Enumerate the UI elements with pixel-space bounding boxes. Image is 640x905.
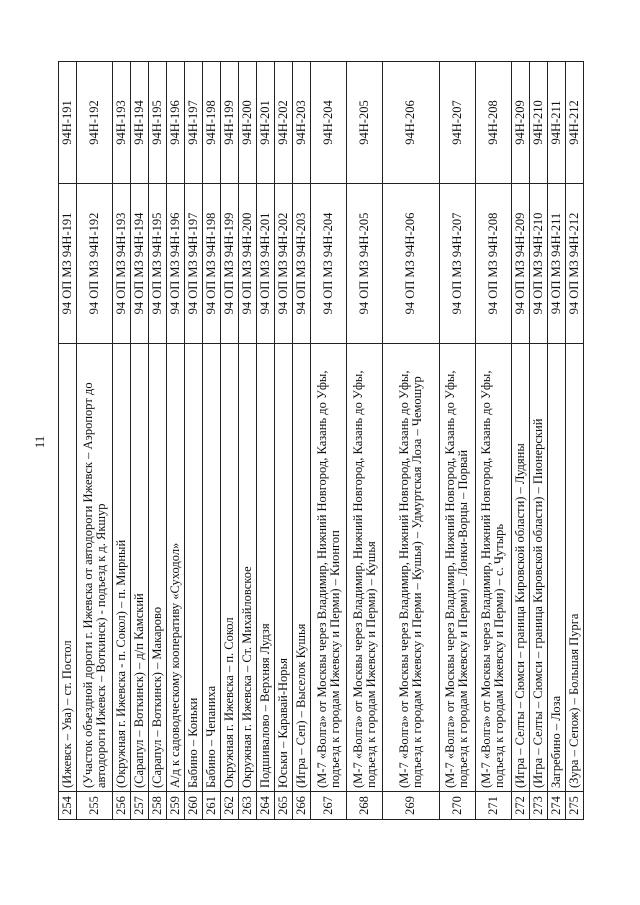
table-row — [565, 62, 583, 820]
table-row — [221, 62, 239, 820]
row-number-cell: 265 — [275, 792, 293, 820]
road-id-cell: 94 ОП МЗ 94Н-196 — [167, 184, 185, 344]
road-id-cell: 94 ОП МЗ 94Н-200 — [239, 184, 257, 344]
road-id-cell: 94 ОП МЗ 94Н-192 — [77, 184, 113, 344]
road-id-cell: 94 ОП МЗ 94Н-201 — [257, 184, 275, 344]
road-name-cell: (М-7 «Волга» от Москвы через Владимир, Нижний Новгород, Казань до Уфы, подъезд к городам Ижевску и Перми) – Лонки-Ворцы – Порвай — [439, 344, 475, 792]
road-name-cell: (Игра – Сеп) – Выселок Кушья — [293, 344, 311, 792]
row-number-cell: 275 — [565, 792, 583, 820]
row-number-cell: 268 — [347, 792, 383, 820]
table-row — [203, 62, 221, 820]
table-row — [131, 62, 149, 820]
table-row — [149, 62, 167, 820]
road-short-id-cell: 94Н-199 — [221, 62, 239, 184]
row-number-cell: 270 — [439, 792, 475, 820]
road-name-cell: Окружная г. Ижевска – п. Сокол — [221, 344, 239, 792]
road-name-cell: (Игра – Селты – Сюмси – граница Кировской области) – Пионерский — [529, 344, 547, 792]
row-number-cell: 264 — [257, 792, 275, 820]
road-name-cell: Окружная г. Ижевска – Ст. Михайловское — [239, 344, 257, 792]
road-name-cell: Бабино – Коньки — [185, 344, 203, 792]
road-short-id-cell: 94Н-200 — [239, 62, 257, 184]
road-short-id-cell: 94Н-212 — [565, 62, 583, 184]
table-row — [59, 62, 77, 820]
row-number-cell: 263 — [239, 792, 257, 820]
road-name-cell: (Окружная г. Ижевска - п. Сокол) – п. Мирный — [113, 344, 131, 792]
road-short-id-cell: 94Н-208 — [475, 62, 511, 184]
road-name-cell: (Участок объездной дороги г. Ижевска от автодороги Ижевск – Аэропорт до автодороги Ижевск – Воткинск) - подъезд к д. Якшур — [77, 344, 113, 792]
road-name-cell: (Ижевск – Ува) – ст. Постол — [59, 344, 77, 792]
table-row — [185, 62, 203, 820]
road-name-cell: Подшивалово – Верхняя Лудзя — [257, 344, 275, 792]
road-short-id-cell: 94Н-201 — [257, 62, 275, 184]
table-row — [475, 62, 511, 820]
road-id-cell: 94 ОП МЗ 94Н-209 — [511, 184, 529, 344]
road-id-cell: 94 ОП МЗ 94Н-197 — [185, 184, 203, 344]
road-short-id-cell: 94Н-197 — [185, 62, 203, 184]
road-id-cell: 94 ОП МЗ 94Н-193 — [113, 184, 131, 344]
road-short-id-cell: 94Н-209 — [511, 62, 529, 184]
row-number-cell: 256 — [113, 792, 131, 820]
road-id-cell: 94 ОП МЗ 94Н-203 — [293, 184, 311, 344]
row-number-cell: 272 — [511, 792, 529, 820]
road-name-cell: (М-7 «Волга» от Москвы через Владимир, Нижний Новгород, Казань до Уфы, подъезд к городам Ижевску и Перми) – Кионгоп — [311, 344, 347, 792]
table-row — [529, 62, 547, 820]
table-row — [439, 62, 475, 820]
road-id-cell: 94 ОП МЗ 94Н-211 — [547, 184, 565, 344]
table-row — [275, 62, 293, 820]
road-short-id-cell: 94Н-193 — [113, 62, 131, 184]
road-id-cell: 94 ОП МЗ 94Н-208 — [475, 184, 511, 344]
road-id-cell: 94 ОП МЗ 94Н-202 — [275, 184, 293, 344]
road-short-id-cell: 94Н-205 — [347, 62, 383, 184]
page-number: 11 — [32, 435, 47, 449]
road-id-cell: 94 ОП МЗ 94Н-210 — [529, 184, 547, 344]
road-id-cell: 94 ОП МЗ 94Н-198 — [203, 184, 221, 344]
table-row — [167, 62, 185, 820]
road-short-id-cell: 94Н-211 — [547, 62, 565, 184]
road-name-cell: Юськи – Каравай-Норья — [275, 344, 293, 792]
table-row — [383, 62, 440, 820]
road-name-cell: Загребино – Лоза — [547, 344, 565, 792]
table-row — [511, 62, 529, 820]
road-name-cell: (Сарапул – Воткинск) – Макарово — [149, 344, 167, 792]
road-id-cell: 94 ОП МЗ 94Н-212 — [565, 184, 583, 344]
road-short-id-cell: 94Н-196 — [167, 62, 185, 184]
row-number-cell: 260 — [185, 792, 203, 820]
road-name-cell: (Зура – Сепож) – Большая Пурга — [565, 344, 583, 792]
road-id-cell: 94 ОП МЗ 94Н-194 — [131, 184, 149, 344]
road-short-id-cell: 94Н-206 — [383, 62, 440, 184]
roads-table-container — [58, 62, 584, 820]
road-id-cell: 94 ОП МЗ 94Н-191 — [59, 184, 77, 344]
row-number-cell: 261 — [203, 792, 221, 820]
road-id-cell: 94 ОП МЗ 94Н-204 — [311, 184, 347, 344]
table-row — [311, 62, 347, 820]
row-number-cell: 257 — [131, 792, 149, 820]
road-name-cell: (М-7 «Волга» от Москвы через Владимир, Нижний Новгород, Казань до Уфы, подъезд к городам Ижевску и Перми) – с. Чутырь — [475, 344, 511, 792]
road-short-id-cell: 94Н-195 — [149, 62, 167, 184]
row-number-cell: 255 — [77, 792, 113, 820]
row-number-cell: 267 — [311, 792, 347, 820]
table-row — [347, 62, 383, 820]
row-number-cell: 258 — [149, 792, 167, 820]
roads-table — [58, 61, 584, 820]
road-id-cell: 94 ОП МЗ 94Н-195 — [149, 184, 167, 344]
road-id-cell: 94 ОП МЗ 94Н-206 — [383, 184, 440, 344]
row-number-cell: 273 — [529, 792, 547, 820]
road-short-id-cell: 94Н-207 — [439, 62, 475, 184]
road-short-id-cell: 94Н-210 — [529, 62, 547, 184]
road-id-cell: 94 ОП МЗ 94Н-205 — [347, 184, 383, 344]
road-short-id-cell: 94Н-204 — [311, 62, 347, 184]
road-name-cell: А/д к садоводческому кооперативу «Суходол» — [167, 344, 185, 792]
road-short-id-cell: 94Н-203 — [293, 62, 311, 184]
table-row — [547, 62, 565, 820]
road-name-cell: (М-7 «Волга» от Москвы через Владимир, Нижний Новгород, Казань до Уфы, подъезд к городам Ижевску и Перми) – Кушья — [347, 344, 383, 792]
road-short-id-cell: 94Н-202 — [275, 62, 293, 184]
table-row — [77, 62, 113, 820]
row-number-cell: 262 — [221, 792, 239, 820]
road-name-cell: (М-7 «Волга» от Москвы через Владимир, Нижний Новгород, Казань до Уфы, подъезд к городам Ижевску и Перми – Кушья) – Удмуртская Лоза – Чемошур — [383, 344, 440, 792]
row-number-cell: 254 — [59, 792, 77, 820]
row-number-cell: 271 — [475, 792, 511, 820]
roads-table-body — [59, 62, 584, 820]
road-short-id-cell: 94Н-192 — [77, 62, 113, 184]
row-number-cell: 274 — [547, 792, 565, 820]
table-row — [293, 62, 311, 820]
row-number-cell: 269 — [383, 792, 440, 820]
row-number-cell: 259 — [167, 792, 185, 820]
road-id-cell: 94 ОП МЗ 94Н-199 — [221, 184, 239, 344]
road-name-cell: Бабино – Чепаниха — [203, 344, 221, 792]
road-short-id-cell: 94Н-191 — [59, 62, 77, 184]
table-row — [239, 62, 257, 820]
rotated-table-frame — [58, 62, 584, 820]
row-number-cell: 266 — [293, 792, 311, 820]
table-row — [113, 62, 131, 820]
road-name-cell: (Сарапул – Воткинск) – д/п Камский — [131, 344, 149, 792]
table-row — [257, 62, 275, 820]
road-short-id-cell: 94Н-198 — [203, 62, 221, 184]
road-id-cell: 94 ОП МЗ 94Н-207 — [439, 184, 475, 344]
road-short-id-cell: 94Н-194 — [131, 62, 149, 184]
road-name-cell: (Игра – Селты – Сюмси – граница Кировской области) – Лудяны — [511, 344, 529, 792]
